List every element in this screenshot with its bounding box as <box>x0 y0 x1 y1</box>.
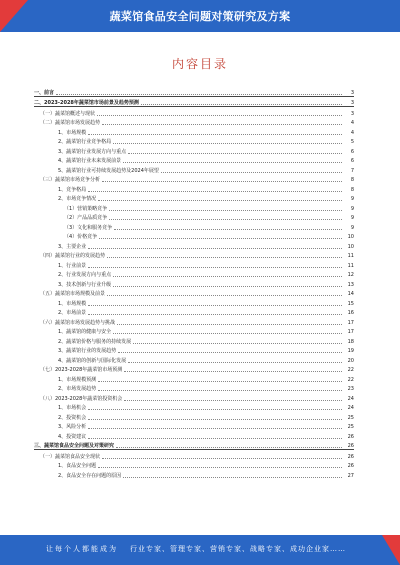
toc-entry[interactable] <box>34 212 354 222</box>
toc-entry-page: 9 <box>350 196 354 202</box>
toc-entry-page: 26 <box>347 443 354 449</box>
toc-entry-page: 24 <box>347 395 354 402</box>
toc-entry-label: （1）营销策略竞争 <box>64 205 108 212</box>
toc-leader-dots <box>102 180 342 182</box>
toc-entry[interactable] <box>34 250 354 260</box>
toc-entry-page: 16 <box>347 310 354 316</box>
toc-leader-dots <box>56 93 342 95</box>
toc-entry[interactable] <box>34 126 354 136</box>
toc-entry[interactable] <box>34 440 354 451</box>
toc-leader-dots <box>107 256 342 258</box>
toc-entry-page: 27 <box>347 472 354 479</box>
toc-entry-page: 18 <box>347 338 354 345</box>
footer-roles: 行业专家、管理专家、营销专家、战略专家、成功企业家…… <box>130 545 346 553</box>
toc-entry-page: 11 <box>347 262 354 269</box>
table-of-contents <box>34 86 354 479</box>
toc-entry-page: 5 <box>350 139 354 145</box>
toc-entry[interactable] <box>34 460 354 470</box>
toc-entry[interactable] <box>34 326 354 336</box>
toc-leader-dots <box>98 380 342 382</box>
toc-entry-page: 14 <box>347 291 354 297</box>
toc-entry[interactable] <box>34 97 354 108</box>
toc-entry-label: 二、2023-2028年蔬菜馆市场前景及趋势预测 <box>34 100 139 106</box>
toc-entry-page: 10 <box>347 234 354 240</box>
toc-entry-label: 3、蔬菜馆行业的发展趋势 <box>58 348 117 354</box>
toc-leader-dots <box>88 437 342 439</box>
toc-entry-page: 6 <box>350 158 354 164</box>
toc-entry-label: 2、投资机会 <box>58 414 87 421</box>
toc-entry[interactable] <box>34 174 354 184</box>
toc-leader-dots <box>141 103 342 105</box>
toc-leader-dots <box>114 228 342 230</box>
toc-entry-page: 4 <box>350 129 354 136</box>
bottom-corner-accent <box>382 535 400 565</box>
toc-entry-label: 3、蔬菜馆行业发展方向与重点 <box>58 148 127 155</box>
toc-leader-dots <box>107 294 342 296</box>
toc-leader-dots <box>88 133 342 135</box>
toc-entry-page: 8 <box>350 177 354 183</box>
toc-entry[interactable] <box>34 145 354 155</box>
toc-entry-page: 22 <box>347 367 354 373</box>
toc-leader-dots <box>88 247 342 249</box>
toc-entry-label: （三）蔬菜馆市场竞争分析 <box>40 177 101 183</box>
footer-slogan: 让每个人都能成为 <box>46 545 118 553</box>
toc-entry-page: 20 <box>347 357 354 364</box>
toc-entry[interactable] <box>34 231 354 241</box>
toc-entry-page: 13 <box>347 281 354 288</box>
toc-entry-label: 1、行业前景 <box>58 262 87 269</box>
toc-leader-dots <box>102 123 342 125</box>
toc-entry[interactable] <box>34 183 354 193</box>
toc-entry[interactable] <box>34 269 354 279</box>
toc-entry-label: 三、蔬菜馆食品安全问题及对策研究 <box>34 443 115 449</box>
toc-entry-label: 3、主要企业 <box>58 243 87 250</box>
toc-entry-page: 4 <box>350 120 354 126</box>
toc-entry-label: 1、市场规模 <box>58 129 87 136</box>
toc-entry-page: 23 <box>347 386 354 392</box>
toc-entry-page: 25 <box>347 424 354 430</box>
toc-entry-page: 26 <box>347 433 354 440</box>
toc-leader-dots <box>88 304 342 306</box>
toc-leader-dots <box>99 237 342 239</box>
toc-entry-page: 3 <box>350 110 354 117</box>
toc-entry-page: 17 <box>347 319 354 326</box>
toc-entry-label: 一、前言 <box>34 89 55 96</box>
toc-entry-label: （3）文化和服务竞争 <box>64 224 113 231</box>
toc-entry[interactable] <box>34 136 354 146</box>
toc-entry[interactable] <box>34 259 354 269</box>
toc-entry-label: 2、市场前景 <box>58 310 87 316</box>
toc-leader-dots <box>123 161 342 163</box>
toc-entry-label: （二）蔬菜馆市场发展趋势 <box>40 120 101 126</box>
toc-leader-dots <box>88 313 342 315</box>
toc-heading: 内容目录 <box>171 57 228 71</box>
toc-entry-page: 24 <box>347 405 354 411</box>
toc-leader-dots <box>98 389 342 391</box>
top-banner <box>0 0 400 32</box>
toc-entry-page: 22 <box>347 376 354 383</box>
toc-entry[interactable] <box>34 392 354 402</box>
toc-leader-dots <box>97 114 342 116</box>
toc-entry[interactable] <box>34 316 354 326</box>
toc-leader-dots <box>88 190 342 192</box>
toc-entry-page: 3 <box>350 89 354 96</box>
toc-entry-label: 1、市场机会 <box>58 405 87 411</box>
toc-entry-page: 11 <box>347 253 354 259</box>
toc-entry[interactable] <box>34 155 354 165</box>
toc-entry-label: 2、蔬菜馆行业竞争格局 <box>58 139 112 145</box>
toc-entry-page: 7 <box>350 167 354 174</box>
toc-entry-label: （4）价格竞争 <box>64 234 98 240</box>
toc-entry[interactable] <box>34 107 354 117</box>
toc-entry-label: （七）2023-2028年蔬菜馆市场预测 <box>40 367 123 373</box>
toc-entry[interactable] <box>34 117 354 127</box>
toc-entry-page: 17 <box>347 329 354 335</box>
toc-leader-dots <box>118 351 342 353</box>
toc-leader-dots <box>124 370 342 372</box>
toc-entry[interactable] <box>34 421 354 431</box>
toc-entry[interactable] <box>34 221 354 231</box>
toc-leader-dots <box>88 408 342 410</box>
toc-entry-label: （2）产品品质竞争 <box>64 215 108 221</box>
toc-entry-page: 12 <box>347 272 354 278</box>
toc-leader-dots <box>88 427 342 429</box>
toc-leader-dots <box>124 399 342 401</box>
toc-leader-dots <box>113 332 342 334</box>
toc-entry[interactable] <box>34 202 354 212</box>
toc-entry-label: 1、市场规模 <box>58 300 87 307</box>
toc-entry[interactable] <box>34 450 354 460</box>
document-title: 蔬菜馆食品安全问题对策研究及方案 <box>109 10 291 23</box>
toc-entry-label: （四）蔬菜馆行业的发展趋势 <box>40 253 106 259</box>
toc-leader-dots <box>109 209 342 211</box>
toc-leader-dots <box>116 446 342 448</box>
toc-leader-dots <box>117 323 342 325</box>
toc-entry-label: 1、市场规模预测 <box>58 376 97 383</box>
toc-leader-dots <box>113 285 342 287</box>
toc-entry-page: 26 <box>347 453 354 460</box>
toc-entry-label: 2、食品安全存在问题的原因 <box>58 472 122 479</box>
toc-leader-dots <box>113 275 342 277</box>
toc-entry[interactable] <box>34 411 354 421</box>
toc-entry[interactable] <box>34 373 354 383</box>
toc-entry-label: 2、行业发展方向与重点 <box>58 272 112 278</box>
toc-entry-page: 6 <box>350 148 354 155</box>
toc-entry-label: 4、蔬菜馆行业未来发展前景 <box>58 158 122 164</box>
toc-entry-label: （一）蔬菜馆概述与现状 <box>40 110 96 117</box>
toc-entry[interactable] <box>34 345 354 355</box>
toc-entry-page: 9 <box>350 205 354 212</box>
toc-entry[interactable] <box>34 240 354 250</box>
toc-entry-label: （五）蔬菜馆市场规模及前景 <box>40 291 106 297</box>
toc-entry[interactable] <box>34 86 354 97</box>
toc-entry[interactable] <box>34 430 354 440</box>
toc-entry-label: 2、市场竞争情况 <box>58 196 97 202</box>
toc-entry-label: 3、风险分析 <box>58 424 87 430</box>
toc-leader-dots <box>128 361 342 363</box>
toc-entry-label: 2、市场发展趋势 <box>58 386 97 392</box>
toc-entry-page: 10 <box>347 243 354 250</box>
toc-entry-label: （八）2023-2028年蔬菜馆投资机会 <box>40 395 123 402</box>
toc-entry-page: 25 <box>347 414 354 421</box>
toc-leader-dots <box>88 418 342 420</box>
toc-entry-label: （六）蔬菜馆市场发展趋势与挑战 <box>40 319 116 326</box>
toc-entry[interactable] <box>34 354 354 364</box>
toc-entry-label: 1、食品安全问题 <box>58 463 97 469</box>
toc-entry-label: 2、蔬菜馆价格与服务的持续发展 <box>58 338 132 345</box>
bottom-banner <box>0 535 400 565</box>
toc-entry-page: 26 <box>347 463 354 469</box>
toc-entry-label: 3、技术创新与行业升级 <box>58 281 112 288</box>
toc-leader-dots <box>133 342 342 344</box>
toc-entry[interactable] <box>34 164 354 174</box>
toc-entry[interactable] <box>34 383 354 393</box>
toc-entry-page: 19 <box>347 348 354 354</box>
toc-entry-label: 4、投资建议 <box>58 433 87 440</box>
toc-entry[interactable] <box>34 364 354 374</box>
toc-entry-label: （一）蔬菜馆食品安全现状 <box>40 453 101 460</box>
toc-entry[interactable] <box>34 297 354 307</box>
toc-entry[interactable] <box>34 278 354 288</box>
toc-entry[interactable] <box>34 307 354 317</box>
toc-leader-dots <box>123 476 342 478</box>
toc-leader-dots <box>113 142 342 144</box>
toc-entry[interactable] <box>34 288 354 298</box>
toc-entry-page: 9 <box>350 224 354 231</box>
toc-entry[interactable] <box>34 402 354 412</box>
toc-leader-dots <box>102 457 342 459</box>
toc-leader-dots <box>109 218 342 220</box>
toc-leader-dots <box>98 466 342 468</box>
toc-entry-label: 4、蔬菜馆的创新与国际化发展 <box>58 357 127 364</box>
toc-entry-page: 9 <box>350 215 354 221</box>
toc-entry[interactable] <box>34 469 354 479</box>
toc-entry-label: 1、蔬菜馆的健康与安全 <box>58 329 112 335</box>
toc-leader-dots <box>161 171 342 173</box>
toc-entry[interactable] <box>34 193 354 203</box>
toc-entry[interactable] <box>34 335 354 345</box>
toc-leader-dots <box>88 266 342 268</box>
toc-entry-page: 15 <box>347 300 354 307</box>
toc-entry-page: 8 <box>350 186 354 193</box>
toc-leader-dots <box>98 199 342 201</box>
toc-leader-dots <box>128 152 342 154</box>
toc-entry-label: 1、竞争格局 <box>58 186 87 193</box>
toc-entry-label: 5、蔬菜馆行业可持续发展趋势及2024年展望 <box>58 167 159 174</box>
toc-entry-page: 3 <box>350 100 354 106</box>
